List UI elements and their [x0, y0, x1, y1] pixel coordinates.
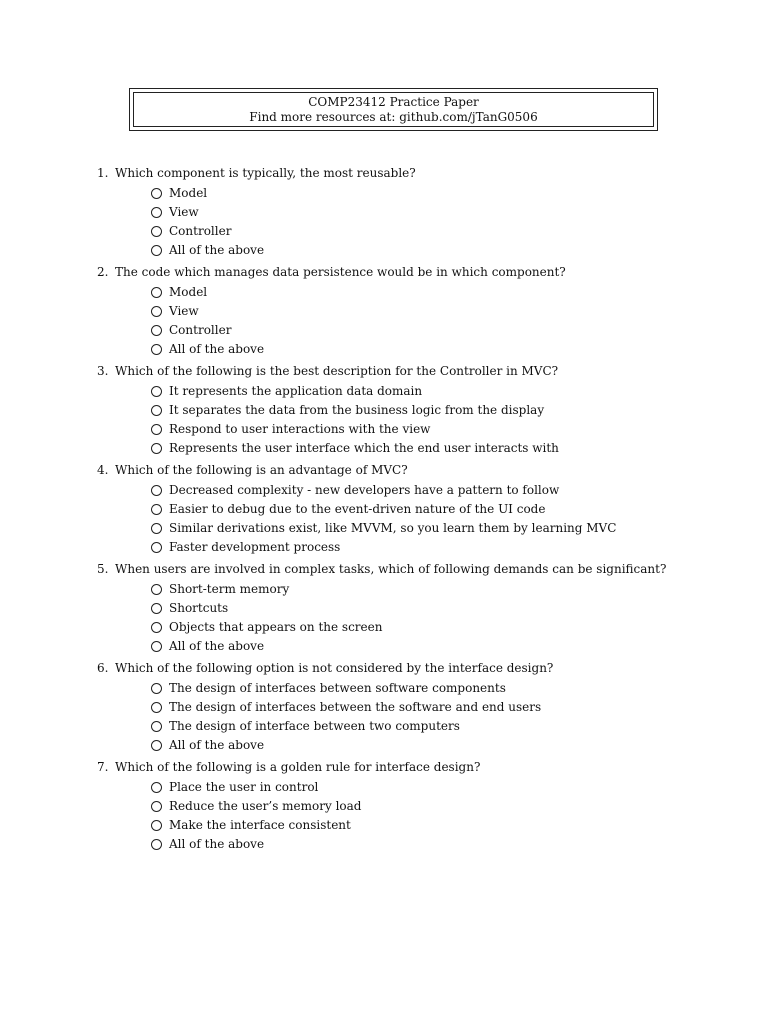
radio-circle-icon[interactable] — [151, 344, 162, 355]
answer-option[interactable] — [97, 283, 717, 302]
question-number: 4. — [97, 463, 109, 477]
option-label: It separates the data from the business logic from the display — [169, 403, 545, 417]
radio-circle-icon[interactable] — [151, 207, 162, 218]
radio-circle-icon[interactable] — [151, 839, 162, 850]
option-label: Model — [169, 285, 208, 299]
radio-circle-icon[interactable] — [151, 584, 162, 595]
radio-circle-icon[interactable] — [151, 740, 162, 751]
radio-circle-icon[interactable] — [151, 485, 162, 496]
resources-line: Find more resources at: github.com/jTanG0506 — [249, 110, 538, 124]
answer-option[interactable] — [97, 184, 717, 203]
option-label: All of the above — [169, 342, 265, 356]
question-text — [97, 760, 717, 778]
option-list — [97, 184, 717, 260]
radio-circle-icon[interactable] — [151, 702, 162, 713]
answer-option[interactable] — [97, 340, 717, 359]
radio-circle-icon[interactable] — [151, 542, 162, 553]
question-text — [97, 265, 717, 283]
option-label: Objects that appears on the screen — [169, 620, 383, 634]
question-number: 3. — [97, 364, 109, 378]
answer-option[interactable] — [97, 717, 717, 736]
answer-option[interactable] — [97, 500, 717, 519]
answer-option[interactable] — [97, 599, 717, 618]
option-label: Short-term memory — [169, 582, 290, 596]
radio-circle-icon[interactable] — [151, 782, 162, 793]
question-number: 2. — [97, 265, 109, 279]
option-label: The design of interfaces between the software and end users — [169, 700, 542, 714]
option-label: The design of interface between two computers — [169, 719, 460, 733]
option-list — [97, 283, 717, 359]
answer-option[interactable] — [97, 618, 717, 637]
question-6 — [97, 661, 717, 755]
answer-option[interactable] — [97, 382, 717, 401]
question-4 — [97, 463, 717, 557]
option-label: All of the above — [169, 243, 265, 257]
option-label: Decreased complexity - new developers have a pattern to follow — [169, 483, 560, 497]
radio-circle-icon[interactable] — [151, 405, 162, 416]
option-label: All of the above — [169, 639, 265, 653]
radio-circle-icon[interactable] — [151, 721, 162, 732]
option-label: Place the user in control — [169, 780, 319, 794]
answer-option[interactable] — [97, 321, 717, 340]
paper-title: COMP23412 Practice Paper — [308, 95, 479, 109]
question-5 — [97, 562, 717, 656]
header-box — [129, 88, 658, 131]
question-prompt: The code which manages data persistence would be in which component? — [115, 265, 566, 279]
question-text — [97, 562, 717, 580]
option-label: Model — [169, 186, 208, 200]
question-2 — [97, 265, 717, 359]
radio-circle-icon[interactable] — [151, 603, 162, 614]
option-label: View — [169, 304, 199, 318]
answer-option[interactable] — [97, 420, 717, 439]
option-label: Represents the user interface which the end user interacts with — [169, 441, 559, 455]
option-label: Shortcuts — [169, 601, 229, 615]
option-label: Easier to debug due to the event-driven nature of the UI code — [169, 502, 546, 516]
radio-circle-icon[interactable] — [151, 820, 162, 831]
answer-option[interactable] — [97, 679, 717, 698]
answer-option[interactable] — [97, 835, 717, 854]
option-label: All of the above — [169, 738, 265, 752]
answer-option[interactable] — [97, 797, 717, 816]
question-text — [97, 661, 717, 679]
answer-option[interactable] — [97, 222, 717, 241]
question-prompt: Which of the following is an advantage of MVC? — [115, 463, 408, 477]
question-prompt: Which of the following is the best description for the Controller in MVC? — [115, 364, 559, 378]
radio-circle-icon[interactable] — [151, 386, 162, 397]
radio-circle-icon[interactable] — [151, 801, 162, 812]
option-list — [97, 382, 717, 458]
question-text — [97, 364, 717, 382]
question-list — [97, 166, 717, 859]
radio-circle-icon[interactable] — [151, 622, 162, 633]
question-prompt: Which of the following is a golden rule for interface design? — [115, 760, 481, 774]
question-text — [97, 463, 717, 481]
radio-circle-icon[interactable] — [151, 443, 162, 454]
option-label: It represents the application data domain — [169, 384, 423, 398]
question-7 — [97, 760, 717, 854]
option-list — [97, 481, 717, 557]
answer-option[interactable] — [97, 401, 717, 420]
radio-circle-icon[interactable] — [151, 683, 162, 694]
option-label: Make the interface consistent — [169, 818, 351, 832]
question-1 — [97, 166, 717, 260]
answer-option[interactable] — [97, 736, 717, 755]
answer-option[interactable] — [97, 302, 717, 321]
question-3 — [97, 364, 717, 458]
option-label: Faster development process — [169, 540, 341, 554]
question-prompt: Which of the following option is not considered by the interface design? — [115, 661, 554, 675]
radio-circle-icon[interactable] — [151, 523, 162, 534]
answer-option[interactable] — [97, 519, 717, 538]
answer-option[interactable] — [97, 241, 717, 260]
answer-option[interactable] — [97, 778, 717, 797]
answer-option[interactable] — [97, 203, 717, 222]
answer-option[interactable] — [97, 816, 717, 835]
radio-circle-icon[interactable] — [151, 226, 162, 237]
answer-option[interactable] — [97, 698, 717, 717]
option-list — [97, 580, 717, 656]
answer-option[interactable] — [97, 481, 717, 500]
option-label: All of the above — [169, 837, 265, 851]
question-number: 6. — [97, 661, 109, 675]
option-label: The design of interfaces between software components — [169, 681, 506, 695]
question-prompt: Which component is typically, the most reusable? — [115, 166, 416, 180]
radio-circle-icon[interactable] — [151, 306, 162, 317]
option-list — [97, 679, 717, 755]
question-prompt: When users are involved in complex tasks, which of following demands can be significant? — [115, 562, 667, 576]
answer-option[interactable] — [97, 538, 717, 557]
answer-option[interactable] — [97, 439, 717, 458]
option-label: View — [169, 205, 199, 219]
radio-circle-icon[interactable] — [151, 287, 162, 298]
radio-circle-icon[interactable] — [151, 504, 162, 515]
answer-option[interactable] — [97, 580, 717, 599]
option-label: Controller — [169, 323, 232, 337]
answer-option[interactable] — [97, 637, 717, 656]
option-label: Respond to user interactions with the view — [169, 422, 431, 436]
option-label: Reduce the user’s memory load — [169, 799, 362, 813]
question-number: 1. — [97, 166, 109, 180]
option-label: Similar derivations exist, like MVVM, so you learn them by learning MVC — [169, 521, 617, 535]
header-inner-frame — [133, 92, 654, 127]
question-number: 5. — [97, 562, 109, 576]
radio-circle-icon[interactable] — [151, 424, 162, 435]
radio-circle-icon[interactable] — [151, 325, 162, 336]
question-text — [97, 166, 717, 184]
option-list — [97, 778, 717, 854]
radio-circle-icon[interactable] — [151, 245, 162, 256]
question-number: 7. — [97, 760, 109, 774]
radio-circle-icon[interactable] — [151, 641, 162, 652]
option-label: Controller — [169, 224, 232, 238]
radio-circle-icon[interactable] — [151, 188, 162, 199]
